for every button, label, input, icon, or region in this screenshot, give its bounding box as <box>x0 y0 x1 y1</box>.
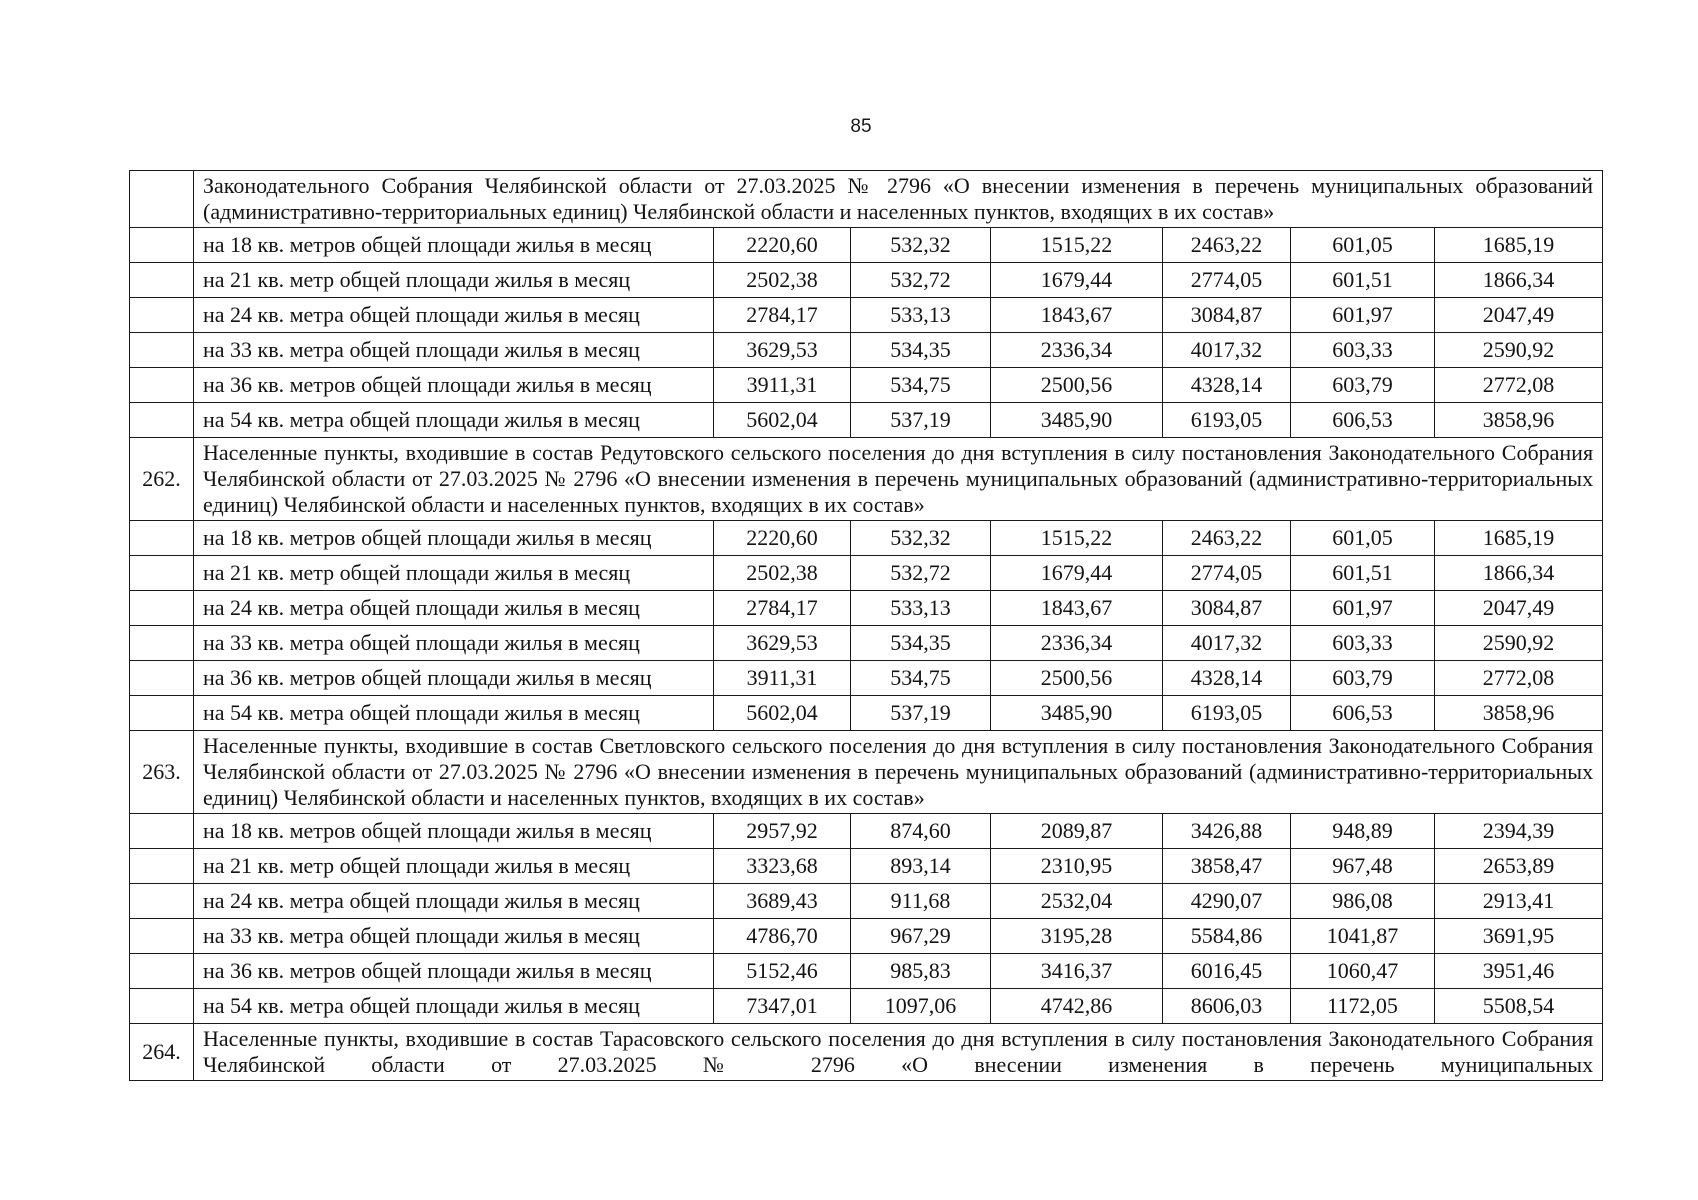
value-cell: 2784,17 <box>714 591 851 626</box>
value-cell: 1515,22 <box>991 521 1163 556</box>
value-cell: 2220,60 <box>714 228 851 263</box>
value-cell: 606,53 <box>1291 403 1435 438</box>
value-cell: 2463,22 <box>1163 228 1291 263</box>
value-cell: 603,33 <box>1291 333 1435 368</box>
row-index-cell <box>130 919 194 954</box>
value-cell: 6193,05 <box>1163 696 1291 731</box>
value-cell: 2590,92 <box>1435 626 1603 661</box>
row-label: на 24 кв. метра общей площади жилья в месяц <box>194 884 714 919</box>
table-row <box>130 521 1603 556</box>
row-index-cell <box>130 556 194 591</box>
value-cell: 3858,96 <box>1435 403 1603 438</box>
row-index-cell <box>130 298 194 333</box>
row-index-cell <box>130 696 194 731</box>
value-cell: 2957,92 <box>714 814 851 849</box>
value-cell: 948,89 <box>1291 814 1435 849</box>
row-label: на 33 кв. метра общей площади жилья в месяц <box>194 626 714 661</box>
value-cell: 3858,47 <box>1163 849 1291 884</box>
value-cell: 1866,34 <box>1435 556 1603 591</box>
value-cell: 537,19 <box>851 403 991 438</box>
value-cell: 532,72 <box>851 263 991 298</box>
value-cell: 1172,05 <box>1291 989 1435 1024</box>
value-cell: 2590,92 <box>1435 333 1603 368</box>
value-cell: 2913,41 <box>1435 884 1603 919</box>
value-cell: 532,72 <box>851 556 991 591</box>
table-row <box>130 849 1603 884</box>
section-description: Населенные пункты, входившие в состав Тарасовского сельского поселения до дня вступления в силу постановления Законодательного Собрания Челябинской области от 27.03.2025 № 2796 «О внесении изменения в перечень муниципальных <box>194 1024 1603 1081</box>
value-cell: 2336,34 <box>991 626 1163 661</box>
value-cell: 2784,17 <box>714 298 851 333</box>
row-label: на 21 кв. метр общей площади жилья в месяц <box>194 263 714 298</box>
value-cell: 1685,19 <box>1435 228 1603 263</box>
value-cell: 2500,56 <box>991 661 1163 696</box>
section-header-row <box>130 438 1603 521</box>
value-cell: 601,97 <box>1291 298 1435 333</box>
value-cell: 4786,70 <box>714 919 851 954</box>
value-cell: 3858,96 <box>1435 696 1603 731</box>
row-label: на 36 кв. метров общей площади жилья в месяц <box>194 368 714 403</box>
value-cell: 537,19 <box>851 696 991 731</box>
value-cell: 606,53 <box>1291 696 1435 731</box>
section-index: 262. <box>130 438 194 521</box>
row-label: на 33 кв. метра общей площади жилья в месяц <box>194 919 714 954</box>
value-cell: 3485,90 <box>991 403 1163 438</box>
table-row <box>130 556 1603 591</box>
value-cell: 3951,46 <box>1435 954 1603 989</box>
section-index: 263. <box>130 731 194 814</box>
section-index: 264. <box>130 1024 194 1081</box>
row-index-cell <box>130 368 194 403</box>
value-cell: 534,75 <box>851 368 991 403</box>
row-label: на 18 кв. метров общей площади жилья в месяц <box>194 521 714 556</box>
value-cell: 3323,68 <box>714 849 851 884</box>
table-row <box>130 661 1603 696</box>
page-number: 85 <box>850 116 872 137</box>
row-index-cell <box>130 521 194 556</box>
value-cell: 2047,49 <box>1435 298 1603 333</box>
table-row <box>130 884 1603 919</box>
row-index-cell <box>130 403 194 438</box>
value-cell: 2653,89 <box>1435 849 1603 884</box>
value-cell: 3691,95 <box>1435 919 1603 954</box>
value-cell: 2502,38 <box>714 556 851 591</box>
value-cell: 893,14 <box>851 849 991 884</box>
value-cell: 4328,14 <box>1163 368 1291 403</box>
table-row <box>130 368 1603 403</box>
table-row <box>130 989 1603 1024</box>
table-row <box>130 954 1603 989</box>
value-cell: 4290,07 <box>1163 884 1291 919</box>
row-label: на 36 кв. метров общей площади жилья в месяц <box>194 954 714 989</box>
table-row <box>130 263 1603 298</box>
value-cell: 2463,22 <box>1163 521 1291 556</box>
value-cell: 2336,34 <box>991 333 1163 368</box>
value-cell: 6016,45 <box>1163 954 1291 989</box>
row-label: на 21 кв. метр общей площади жилья в месяц <box>194 556 714 591</box>
value-cell: 5152,46 <box>714 954 851 989</box>
value-cell: 601,05 <box>1291 521 1435 556</box>
row-index-cell <box>130 849 194 884</box>
value-cell: 4742,86 <box>991 989 1163 1024</box>
table-row <box>130 403 1603 438</box>
value-cell: 3426,88 <box>1163 814 1291 849</box>
row-index-cell <box>130 661 194 696</box>
row-label: на 18 кв. метров общей площади жилья в месяц <box>194 228 714 263</box>
value-cell: 1097,06 <box>851 989 991 1024</box>
value-cell: 3416,37 <box>991 954 1163 989</box>
row-index-cell <box>130 884 194 919</box>
value-cell: 2532,04 <box>991 884 1163 919</box>
value-cell: 2047,49 <box>1435 591 1603 626</box>
table-row <box>130 591 1603 626</box>
value-cell: 3084,87 <box>1163 591 1291 626</box>
table-body <box>130 171 1603 1081</box>
value-cell: 532,32 <box>851 521 991 556</box>
value-cell: 5508,54 <box>1435 989 1603 1024</box>
row-label: на 21 кв. метр общей площади жилья в месяц <box>194 849 714 884</box>
value-cell: 4017,32 <box>1163 333 1291 368</box>
value-cell: 601,05 <box>1291 228 1435 263</box>
row-index-cell <box>130 333 194 368</box>
value-cell: 603,79 <box>1291 368 1435 403</box>
row-label: на 54 кв. метра общей площади жилья в месяц <box>194 989 714 1024</box>
value-cell: 6193,05 <box>1163 403 1291 438</box>
section-description: Населенные пункты, входившие в состав Редутовского сельского поселения до дня вступления в силу постановления Законодательного Собрания Челябинской области от 27.03.2025 № 2796 «О внесении изменения в перечень муниципальных образований (административно-территориальных единиц) Челябинской области и населенных пунктов, входящих в их состав» <box>194 438 1603 521</box>
value-cell: 1866,34 <box>1435 263 1603 298</box>
value-cell: 2310,95 <box>991 849 1163 884</box>
section-header-row <box>130 171 1603 228</box>
value-cell: 1679,44 <box>991 556 1163 591</box>
value-cell: 1515,22 <box>991 228 1163 263</box>
value-cell: 2500,56 <box>991 368 1163 403</box>
row-label: на 54 кв. метра общей площади жилья в месяц <box>194 403 714 438</box>
section-header-row <box>130 1024 1603 1081</box>
section-description: Законодательного Собрания Челябинской области от 27.03.2025 № 2796 «О внесении изменения в перечень муниципальных образований (административно-территориальных единиц) Челябинской области и населенных пунктов, входящих в их состав» <box>194 171 1603 228</box>
row-label: на 24 кв. метра общей площади жилья в месяц <box>194 591 714 626</box>
row-index-cell <box>130 626 194 661</box>
row-label: на 18 кв. метров общей площади жилья в месяц <box>194 814 714 849</box>
value-cell: 986,08 <box>1291 884 1435 919</box>
row-index-cell <box>130 263 194 298</box>
value-cell: 2089,87 <box>991 814 1163 849</box>
section-header-row <box>130 731 1603 814</box>
value-cell: 2220,60 <box>714 521 851 556</box>
table-row <box>130 919 1603 954</box>
value-cell: 2774,05 <box>1163 556 1291 591</box>
value-cell: 985,83 <box>851 954 991 989</box>
value-cell: 601,51 <box>1291 556 1435 591</box>
value-cell: 1843,67 <box>991 591 1163 626</box>
row-index-cell <box>130 814 194 849</box>
row-index-cell <box>130 591 194 626</box>
value-cell: 2502,38 <box>714 263 851 298</box>
value-cell: 534,35 <box>851 626 991 661</box>
row-index-cell <box>130 954 194 989</box>
value-cell: 601,97 <box>1291 591 1435 626</box>
value-cell: 2394,39 <box>1435 814 1603 849</box>
value-cell: 533,13 <box>851 591 991 626</box>
value-cell: 1041,87 <box>1291 919 1435 954</box>
value-cell: 5602,04 <box>714 403 851 438</box>
value-cell: 603,33 <box>1291 626 1435 661</box>
value-cell: 3084,87 <box>1163 298 1291 333</box>
value-cell: 967,29 <box>851 919 991 954</box>
value-cell: 603,79 <box>1291 661 1435 696</box>
value-cell: 601,51 <box>1291 263 1435 298</box>
value-cell: 2772,08 <box>1435 661 1603 696</box>
row-label: на 54 кв. метра общей площади жилья в месяц <box>194 696 714 731</box>
value-cell: 3485,90 <box>991 696 1163 731</box>
value-cell: 3911,31 <box>714 661 851 696</box>
value-cell: 3911,31 <box>714 368 851 403</box>
value-cell: 3629,53 <box>714 626 851 661</box>
value-cell: 2772,08 <box>1435 368 1603 403</box>
value-cell: 534,75 <box>851 661 991 696</box>
value-cell: 874,60 <box>851 814 991 849</box>
row-index-cell <box>130 989 194 1024</box>
section-description: Населенные пункты, входившие в состав Светловского сельского поселения до дня вступления в силу постановления Законодательного Собрания Челябинской области от 27.03.2025 № 2796 «О внесении изменения в перечень муниципальных образований (административно-территориальных единиц) Челябинской области и населенных пунктов, входящих в их состав» <box>194 731 1603 814</box>
value-cell: 7347,01 <box>714 989 851 1024</box>
table-row <box>130 333 1603 368</box>
tariff-table <box>129 170 1603 1081</box>
value-cell: 1685,19 <box>1435 521 1603 556</box>
value-cell: 532,32 <box>851 228 991 263</box>
value-cell: 3629,53 <box>714 333 851 368</box>
row-label: на 24 кв. метра общей площади жилья в месяц <box>194 298 714 333</box>
table-row <box>130 626 1603 661</box>
value-cell: 4017,32 <box>1163 626 1291 661</box>
table-row <box>130 814 1603 849</box>
value-cell: 1060,47 <box>1291 954 1435 989</box>
value-cell: 1843,67 <box>991 298 1163 333</box>
value-cell: 4328,14 <box>1163 661 1291 696</box>
table-row <box>130 298 1603 333</box>
table-row <box>130 696 1603 731</box>
value-cell: 5584,86 <box>1163 919 1291 954</box>
table-row <box>130 228 1603 263</box>
value-cell: 8606,03 <box>1163 989 1291 1024</box>
section-index <box>130 171 194 228</box>
value-cell: 5602,04 <box>714 696 851 731</box>
value-cell: 3195,28 <box>991 919 1163 954</box>
value-cell: 3689,43 <box>714 884 851 919</box>
value-cell: 967,48 <box>1291 849 1435 884</box>
row-label: на 36 кв. метров общей площади жилья в месяц <box>194 661 714 696</box>
value-cell: 1679,44 <box>991 263 1163 298</box>
row-label: на 33 кв. метра общей площади жилья в месяц <box>194 333 714 368</box>
row-index-cell <box>130 228 194 263</box>
value-cell: 911,68 <box>851 884 991 919</box>
value-cell: 534,35 <box>851 333 991 368</box>
value-cell: 2774,05 <box>1163 263 1291 298</box>
value-cell: 533,13 <box>851 298 991 333</box>
